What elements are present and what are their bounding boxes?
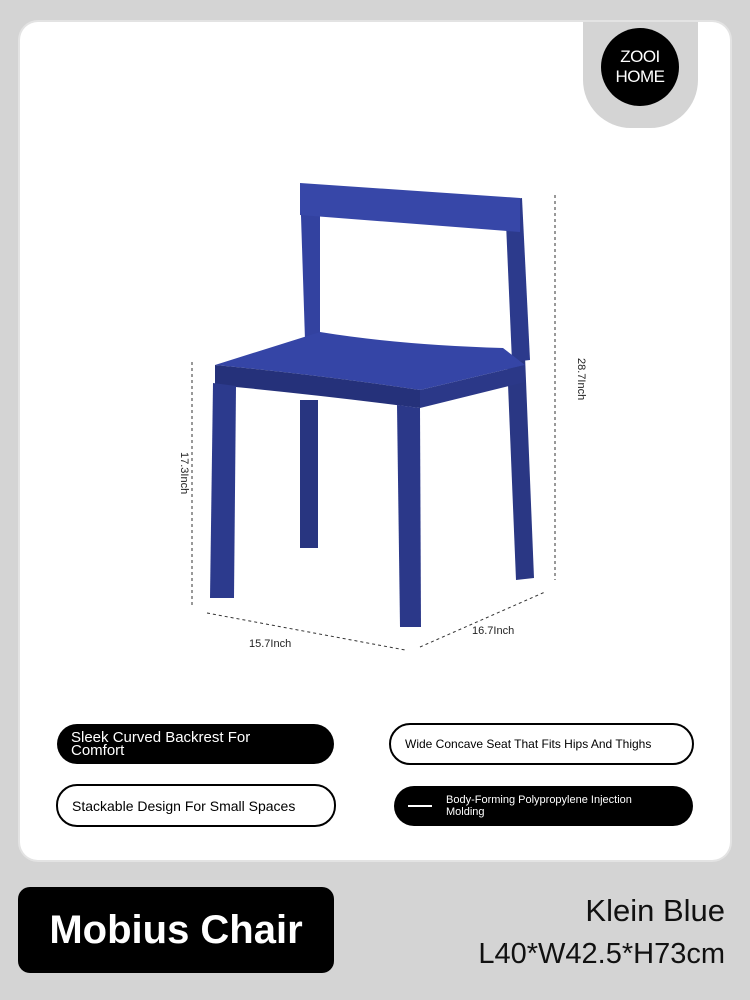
feature-stackable-text: Stackable Design For Small Spaces <box>72 797 296 814</box>
product-size: L40*W42.5*H73cm <box>478 938 725 970</box>
product-name-box <box>18 887 334 973</box>
feature-material-text: Body-Forming Polypropylene Injection Molding <box>446 794 632 818</box>
chair <box>210 183 534 627</box>
feature-seat <box>389 723 694 765</box>
depth-label: 16.7Inch <box>472 625 515 637</box>
feature-seat-text: Wide Concave Seat That Fits Hips And Thighs <box>405 737 652 751</box>
feature-backrest <box>57 724 334 764</box>
feature-stackable <box>56 784 336 827</box>
feature-backrest-text: Sleek Curved Backrest For Comfort <box>71 729 251 759</box>
seat-height-label: 17.3Inch <box>178 452 190 495</box>
dimension-lines <box>192 195 555 650</box>
product-color: Klein Blue <box>585 893 725 928</box>
feature-dash-icon <box>408 805 432 807</box>
brand-line-1: ZOOI <box>620 47 660 66</box>
brand-line-2: HOME <box>615 67 665 86</box>
product-name: Mobius Chair <box>49 907 303 952</box>
width-label: 15.7Inch <box>249 638 292 650</box>
total-height-label: 28.7Inch <box>575 358 587 401</box>
feature-material <box>394 786 693 826</box>
